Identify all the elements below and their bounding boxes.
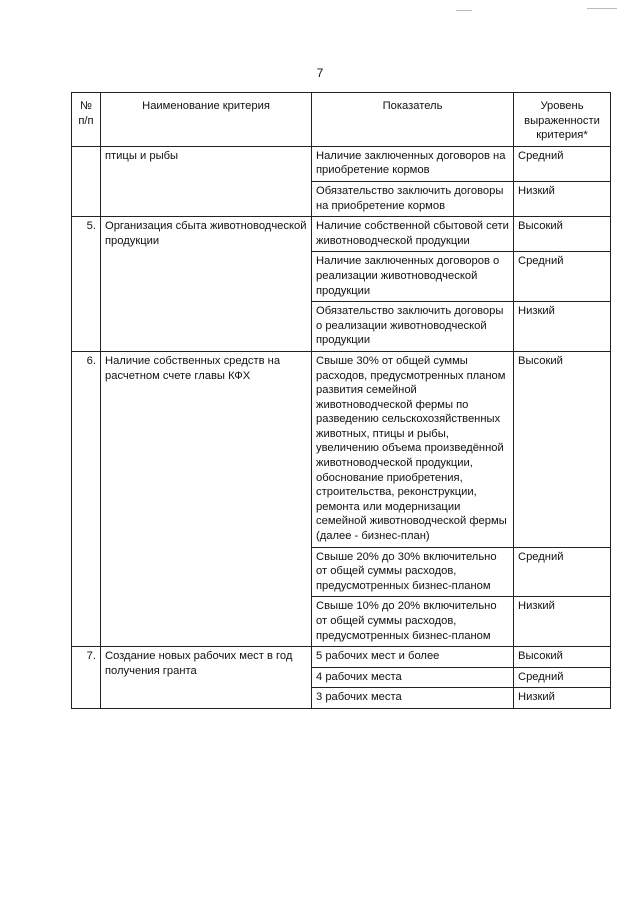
criterion-name: Создание новых рабочих мест в год получения гранта xyxy=(101,647,312,709)
header-criterion: Наименование критерия xyxy=(101,93,312,147)
level-cell: Средний xyxy=(514,146,611,181)
scan-mark xyxy=(587,8,617,9)
scan-mark xyxy=(456,10,472,11)
level-cell: Высокий xyxy=(514,647,611,668)
criterion-name: Наличие собственных средств на расчетном счете главы КФХ xyxy=(101,351,312,646)
indicator-cell: Свыше 30% от общей суммы расходов, предусмотренных планом развития семейной животноводческой фермы по разведению сельскохозяйственных животных, птицы и рыбы, увеличению объема произведённой животноводческой продукции, обоснование приобретения, строительства, реконструкции, ремонта или модернизации семейной животноводческой фермы (далее - бизнес-план) xyxy=(312,351,514,547)
row-number: 7. xyxy=(72,647,101,709)
table-row xyxy=(72,647,611,668)
criterion-name: птицы и рыбы xyxy=(101,146,312,216)
indicator-cell: 5 рабочих мест и более xyxy=(312,647,514,668)
row-number xyxy=(72,146,101,216)
indicator-cell: Наличие собственной сбытовой сети животноводческой продукции xyxy=(312,217,514,252)
table-row xyxy=(72,146,611,181)
indicator-cell: 4 рабочих места xyxy=(312,667,514,688)
level-cell: Низкий xyxy=(514,688,611,709)
table-row xyxy=(72,351,611,547)
indicator-cell: Свыше 10% до 20% включительно от общей суммы расходов, предусмотренных бизнес-планом xyxy=(312,597,514,647)
header-indicator: Показатель xyxy=(312,93,514,147)
level-cell: Низкий xyxy=(514,597,611,647)
row-number: 6. xyxy=(72,351,101,646)
level-cell: Высокий xyxy=(514,351,611,547)
header-level: Уровень выраженности критерия* xyxy=(514,93,611,147)
level-cell: Высокий xyxy=(514,217,611,252)
row-number: 5. xyxy=(72,217,101,352)
table-row xyxy=(72,217,611,252)
indicator-cell: 3 рабочих места xyxy=(312,688,514,709)
level-cell: Средний xyxy=(514,252,611,302)
indicator-cell: Наличие заключенных договоров на приобретение кормов xyxy=(312,146,514,181)
criterion-name: Организация сбыта животноводческой продукции xyxy=(101,217,312,352)
indicator-cell: Наличие заключенных договоров о реализации животноводческой продукции xyxy=(312,252,514,302)
criteria-table xyxy=(71,92,611,709)
indicator-cell: Обязательство заключить договоры на приобретение кормов xyxy=(312,181,514,216)
table-header-row xyxy=(72,93,611,147)
level-cell: Низкий xyxy=(514,302,611,352)
level-cell: Средний xyxy=(514,667,611,688)
header-number: № п/п xyxy=(72,93,101,147)
page-number: 7 xyxy=(316,66,324,80)
level-cell: Средний xyxy=(514,547,611,597)
level-cell: Низкий xyxy=(514,181,611,216)
indicator-cell: Обязательство заключить договоры о реализации животноводческой продукции xyxy=(312,302,514,352)
indicator-cell: Свыше 20% до 30% включительно от общей суммы расходов, предусмотренных бизнес-планом xyxy=(312,547,514,597)
